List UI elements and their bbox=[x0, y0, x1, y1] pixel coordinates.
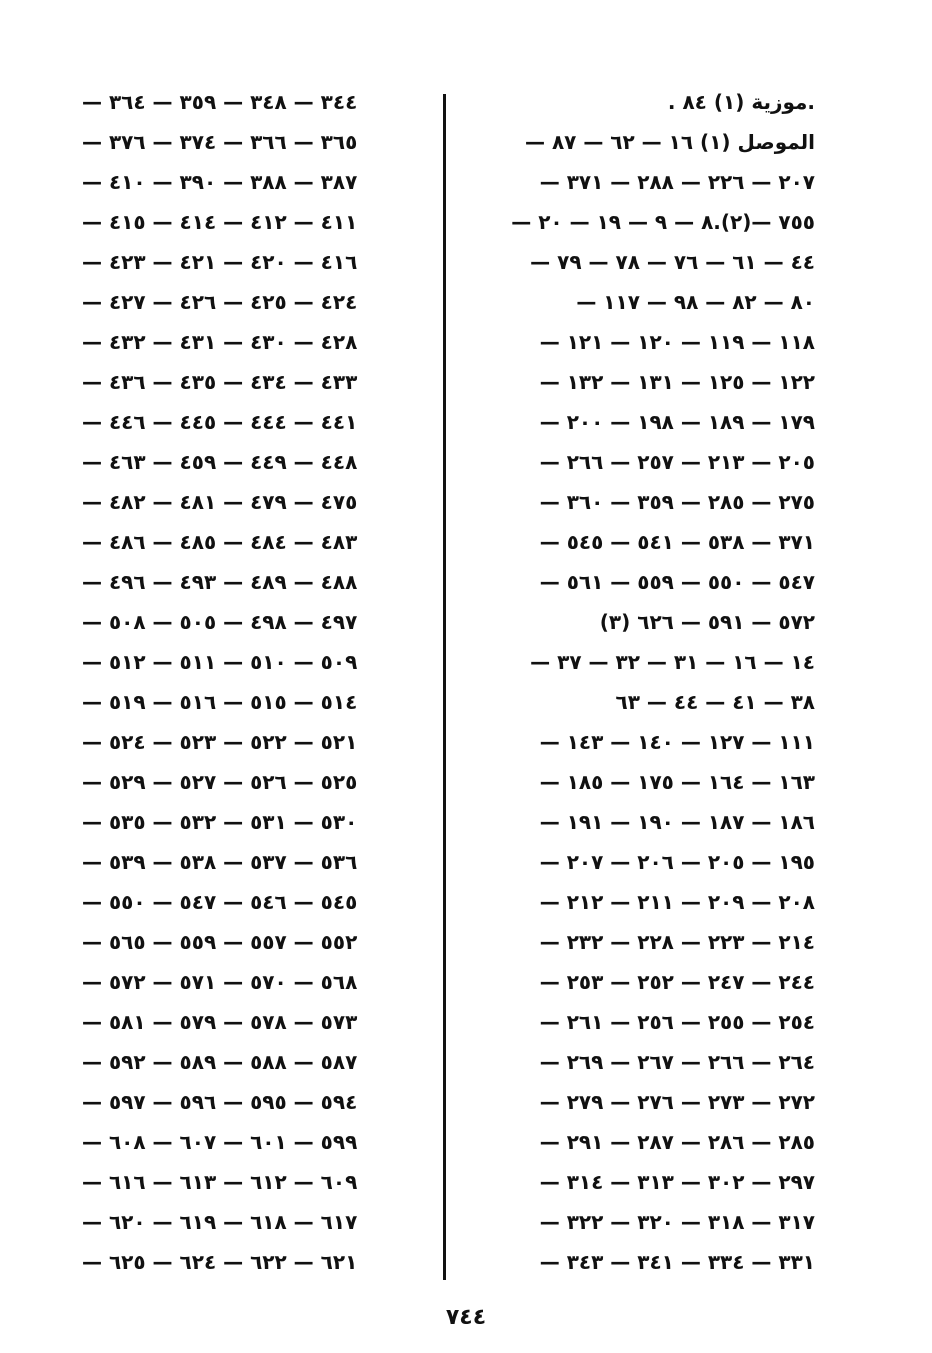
index-line: ١٦٣ — ١٦٤ — ١٧٥ — ١٨٥ — bbox=[539, 770, 815, 794]
index-line: ٤٢٨ — ٤٣٠ — ٤٣١ — ٤٣٢ — bbox=[82, 330, 358, 354]
index-line: ٢٦٤ — ٢٦٦ — ٢٦٧ — ٢٦٩ — bbox=[539, 1050, 815, 1074]
index-line: ١٧٩ — ١٨٩ — ١٩٨ — ٢٠٠ — bbox=[539, 410, 815, 434]
index-line: ١٤ — ١٦ — ٣١ — ٣٢ — ٣٧ — bbox=[530, 650, 815, 674]
index-line: ٣٨ — ٤١ — ٤٤ — ٦٣ bbox=[615, 690, 815, 714]
index-line: ٦٢١ — ٦٢٢ — ٦٢٤ — ٦٢٥ — bbox=[82, 1250, 358, 1274]
index-line: ٥٩٤ — ٥٩٥ — ٥٩٦ — ٥٩٧ — bbox=[82, 1090, 358, 1114]
index-line: ٥٧٢ — ٥٩١ — ٦٢٦ (٣) bbox=[599, 610, 815, 634]
index-line: ٢٨٥ — ٢٨٦ — ٢٨٧ — ٢٩١ — bbox=[539, 1130, 815, 1154]
index-line: ٢٩٧ — ٣٠٢ — ٣١٣ — ٣١٤ — bbox=[539, 1170, 815, 1194]
index-line: ٣١٧ — ٣١٨ — ٣٢٠ — ٣٢٢ — bbox=[539, 1210, 815, 1234]
index-line: ١١٨ — ١١٩ — ١٢٠ — ١٢١ — bbox=[539, 330, 815, 354]
page-number: ٧٤٤ bbox=[445, 1305, 487, 1330]
index-line: ٣٨٧ — ٣٨٨ — ٣٩٠ — ٤١٠ — bbox=[82, 170, 358, 194]
index-line: ٥٢١ — ٥٢٢ — ٥٢٣ — ٥٢٤ — bbox=[82, 730, 358, 754]
index-line: ٥٣٠ — ٥٣١ — ٥٣٢ — ٥٣٥ — bbox=[82, 810, 358, 834]
index-line: ٢٧٢ — ٢٧٣ — ٢٧٦ — ٢٧٩ — bbox=[539, 1090, 815, 1114]
index-line: ٣٣١ — ٣٣٤ — ٣٤١ — ٣٤٣ — bbox=[539, 1250, 815, 1274]
index-line: ٥٧٣ — ٥٧٨ — ٥٧٩ — ٥٨١ — bbox=[82, 1010, 358, 1034]
index-line: ٤٣٣ — ٤٣٤ — ٤٣٥ — ٤٣٦ — bbox=[82, 370, 358, 394]
index-line: ٨٠ — ٨٢ — ٩٨ — ١١٧ — bbox=[576, 290, 815, 314]
index-line: ١٩٥ — ٢٠٥ — ٢٠٦ — ٢٠٧ — bbox=[539, 850, 815, 874]
index-line: ٤٧٥ — ٤٧٩ — ٤٨١ — ٤٨٢ — bbox=[82, 490, 358, 514]
index-line: ٢٤٤ — ٢٤٧ — ٢٥٢ — ٢٥٣ — bbox=[539, 970, 815, 994]
index-line: ١٢٢ — ١٢٥ — ١٣١ — ١٣٢ — bbox=[539, 370, 815, 394]
index-line: ٥٣٦ — ٥٣٧ — ٥٣٨ — ٥٣٩ — bbox=[82, 850, 358, 874]
index-line: ٤٢٤ — ٤٢٥ — ٤٢٦ — ٤٢٧ — bbox=[82, 290, 358, 314]
index-line: ٤١١ — ٤١٢ — ٤١٤ — ٤١٥ — bbox=[82, 210, 358, 234]
index-line: ٥٢٥ — ٥٢٦ — ٥٢٧ — ٥٢٩ — bbox=[82, 770, 358, 794]
right-column bbox=[470, 82, 815, 1282]
index-line: ١٨٦ — ١٨٧ — ١٩٠ — ١٩١ — bbox=[539, 810, 815, 834]
index-line: ٣٤٤ — ٣٤٨ — ٣٥٩ — ٣٦٤ — bbox=[82, 90, 358, 114]
index-line: ٤٤٨ — ٤٤٩ — ٤٥٩ — ٤٦٣ — bbox=[82, 450, 358, 474]
column-divider bbox=[443, 94, 446, 1280]
index-line: ٢٥٤ — ٢٥٥ — ٢٥٦ — ٢٦١ — bbox=[539, 1010, 815, 1034]
index-line: ٤٤ — ٦١ — ٧٦ — ٧٨ — ٧٩ — bbox=[530, 250, 815, 274]
index-line: ٤١٦ — ٤٢٠ — ٤٢١ — ٤٢٣ — bbox=[82, 250, 358, 274]
index-line: ٢١٤ — ٢٢٣ — ٢٢٨ — ٢٣٢ — bbox=[539, 930, 815, 954]
left-column bbox=[82, 82, 387, 1282]
index-line: ٦١٧ — ٦١٨ — ٦١٩ — ٦٢٠ — bbox=[82, 1210, 358, 1234]
index-line: ٥١٤ — ٥١٥ — ٥١٦ — ٥١٩ — bbox=[82, 690, 358, 714]
index-line: ٤٤١ — ٤٤٤ — ٤٤٥ — ٤٤٦ — bbox=[82, 410, 358, 434]
index-line: ٥٠٩ — ٥١٠ — ٥١١ — ٥١٢ — bbox=[82, 650, 358, 674]
index-line: ٥٦٨ — ٥٧٠ — ٥٧١ — ٥٧٢ — bbox=[82, 970, 358, 994]
index-line: ٥٨٧ — ٥٨٨ — ٥٨٩ — ٥٩٢ — bbox=[82, 1050, 358, 1074]
index-line: .موزية (١) ٨٤ . bbox=[667, 90, 815, 114]
index-line: ٥٩٩ — ٦٠١ — ٦٠٧ — ٦٠٨ — bbox=[82, 1130, 358, 1154]
index-line: ٥٥٢ — ٥٥٧ — ٥٥٩ — ٥٦٥ — bbox=[82, 930, 358, 954]
index-line: ٧٥٥ —(٢).٨ — ٩ — ١٩ — ٢٠ — bbox=[511, 210, 815, 234]
index-line: ٤٨٨ — ٤٨٩ — ٤٩٣ — ٤٩٦ — bbox=[82, 570, 358, 594]
index-line: ٢٧٥ — ٢٨٥ — ٣٥٩ — ٣٦٠ — bbox=[539, 490, 815, 514]
index-line: ٦٠٩ — ٦١٢ — ٦١٣ — ٦١٦ — bbox=[82, 1170, 358, 1194]
index-line: الموصل (١) ١٦ — ٦٢ — ٨٧ — bbox=[524, 130, 815, 154]
index-line: ٣٧١ — ٥٣٨ — ٥٤١ — ٥٤٥ — bbox=[539, 530, 815, 554]
index-line: ١١١ — ١٢٧ — ١٤٠ — ١٤٣ — bbox=[539, 730, 815, 754]
index-line: ٢٠٧ — ٢٢٦ — ٢٨٨ — ٣٧١ — bbox=[539, 170, 815, 194]
index-line: ٥٤٥ — ٥٤٦ — ٥٤٧ — ٥٥٠ — bbox=[82, 890, 358, 914]
index-line: ٢٠٨ — ٢٠٩ — ٢١١ — ٢١٢ — bbox=[539, 890, 815, 914]
index-line: ٥٤٧ — ٥٥٠ — ٥٥٩ — ٥٦١ — bbox=[539, 570, 815, 594]
index-line: ٤٨٣ — ٤٨٤ — ٤٨٥ — ٤٨٦ — bbox=[82, 530, 358, 554]
index-line: ٢٠٥ — ٢١٣ — ٢٥٧ — ٢٦٦ — bbox=[539, 450, 815, 474]
index-line: ٣٦٥ — ٣٦٦ — ٣٧٤ — ٣٧٦ — bbox=[82, 130, 358, 154]
index-line: ٤٩٧ — ٤٩٨ — ٥٠٥ — ٥٠٨ — bbox=[82, 610, 358, 634]
